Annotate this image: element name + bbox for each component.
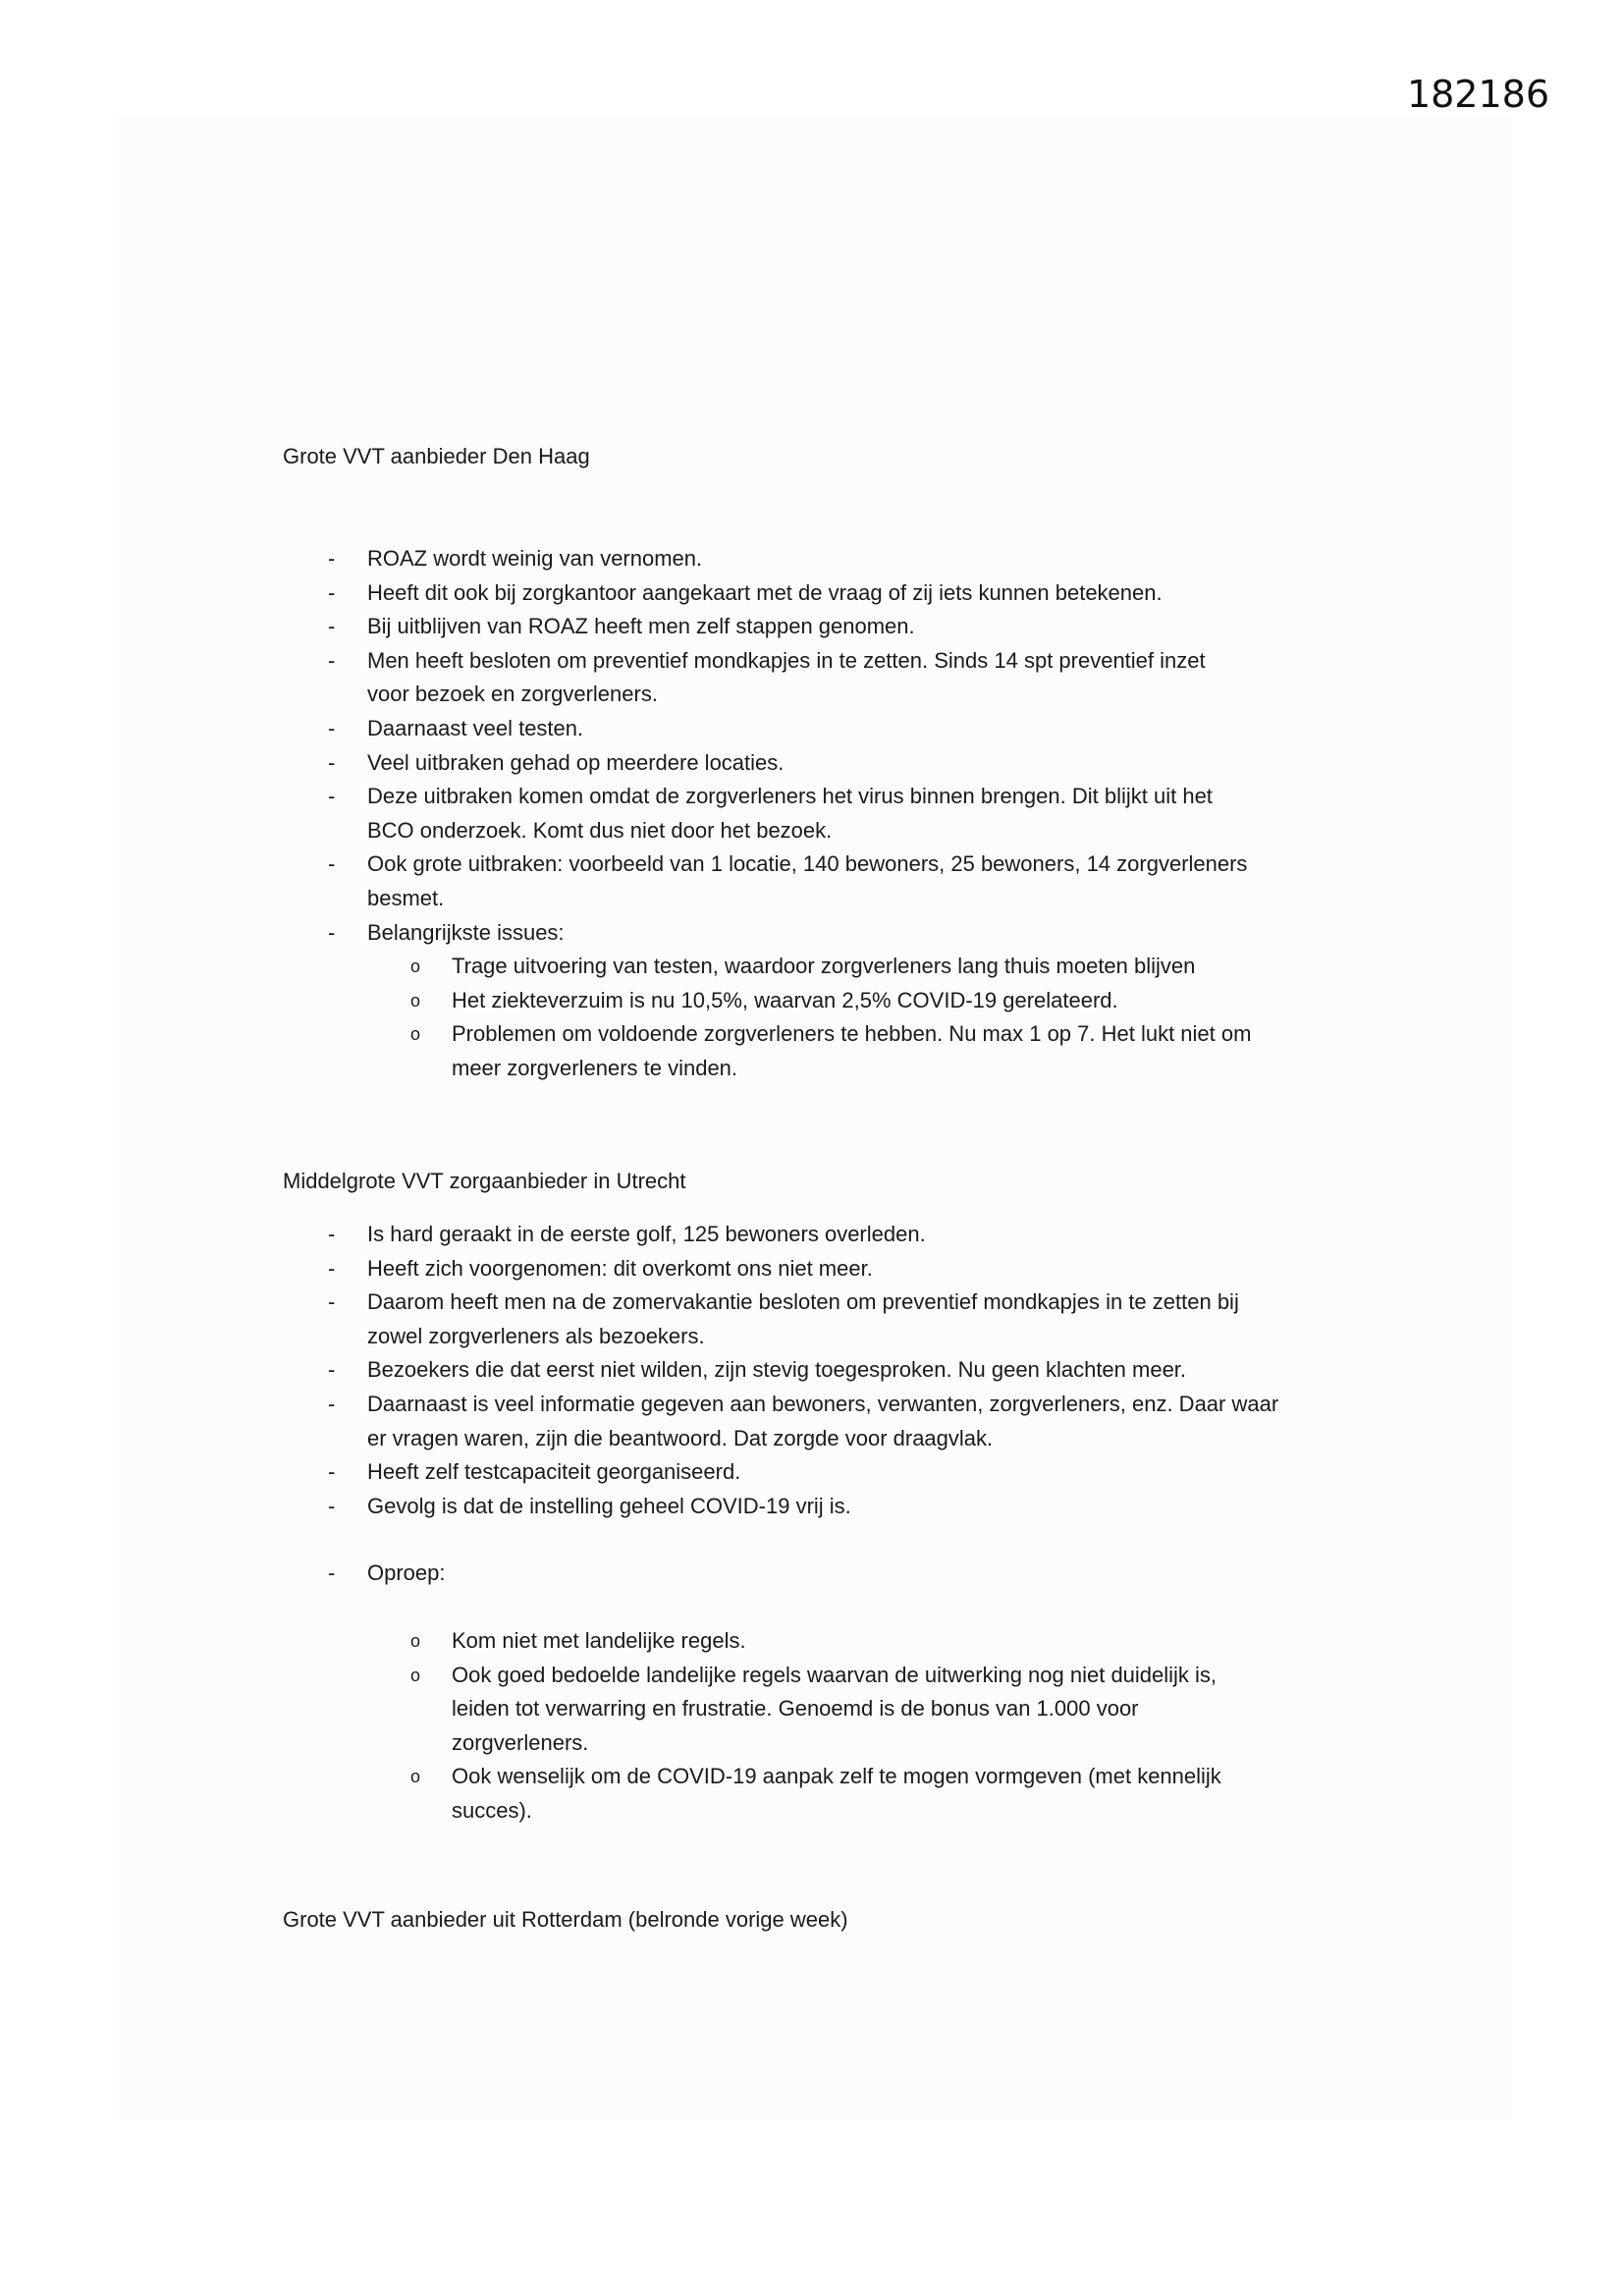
section-utrecht [283,1165,1363,1829]
sub-bullet-list [367,950,1363,1085]
list-item: - Bezoekers die dat eerst niet wilden, zijn stevig toegesproken. Nu geen klachten meer. [328,1357,1187,1383]
sub-list-item: o Problemen om voldoende zorgverleners te hebben. Nu max 1 op 7. Het lukt niet om meer zorgverleners te vinden. [410,1021,1252,1080]
list-item: - Deze uitbraken komen omdat de zorgverleners het virus binnen brengen. Dit blijkt uit het BCO onderzoek. Komt dus niet door het bezoek. [328,784,1213,843]
sub-list-item: o Kom niet met landelijke regels. [410,1627,746,1653]
list-item: - Oproep: [328,1560,446,1586]
list-item: - Gevolg is dat de instelling geheel COVID-19 vrij is. [328,1493,851,1518]
list-item: - Daarom heeft men na de zomervakantie besloten om preventief mondkapjes in te zetten bij zowel zorgverleners als bezoekers. [328,1289,1239,1348]
bullet-list [283,1218,1363,1523]
sub-bullet-list [367,1624,1363,1829]
list-item: - Veel uitbraken gehad op meerdere locaties. [328,749,785,775]
list-item: - Men heeft besloten om preventief mondkapjes in te zetten. Sinds 14 spt preventief inzet voor bezoek en zorgverleners. [328,647,1206,707]
list-item: - Daarnaast is veel informatie gegeven aan bewoners, verwanten, zorgverleners, enz. Daar waar er vragen waren, zijn die beantwoord. Dat zorgde voor draagvlak. [328,1391,1279,1450]
sub-list-item: o Ook wenselijk om de COVID-19 aanpak zelf te mogen vormgeven (met kennelijk succes). [410,1764,1221,1823]
section-heading: Grote VVT aanbieder Den Haag [283,444,590,468]
section-rotterdam [283,1903,1363,1937]
list-item: - ROAZ wordt weinig van vernomen. [328,546,703,571]
list-item: - Heeft dit ook bij zorgkantoor aangekaart met de vraag of zij iets kunnen betekenen. [328,579,1163,605]
call-list [283,1557,1363,1591]
document-number: 182186 [1406,73,1549,116]
list-item: - Heeft zich voorgenomen: dit overkomt ons niet meer. [328,1255,873,1281]
bullet-list [283,542,1363,950]
list-item: - Ook grote uitbraken: voorbeeld van 1 locatie, 140 bewoners, 25 bewoners, 14 zorgverleners besmet. [328,851,1248,910]
list-item: - Heeft zelf testcapaciteit georganiseerd. [328,1459,741,1485]
list-item: - Belangrijkste issues: [328,919,565,945]
section-den-haag [283,440,1363,1086]
list-item: - Daarnaast veel testen. [328,715,584,740]
section-heading: Grote VVT aanbieder uit Rotterdam (belronde vorige week) [283,1907,848,1932]
section-heading: Middelgrote VVT zorgaanbieder in Utrecht [283,1169,686,1193]
sub-list-item: o Ook goed bedoelde landelijke regels waarvan de uitwerking nog niet duidelijk is, leiden tot verwarring en frustratie. Genoemd is de bonus van 1.000 voor zorgverleners. [410,1662,1218,1755]
sub-list-item: o Trage uitvoering van testen, waardoor zorgverleners lang thuis moeten blijven [410,954,1196,979]
list-item: - Is hard geraakt in de eerste golf, 125 bewoners overleden. [328,1222,926,1246]
list-item: - Bij uitblijven van ROAZ heeft men zelf stappen genomen. [328,614,915,639]
sub-list-item: o Het ziekteverzuim is nu 10,5%, waarvan 2,5% COVID-19 gerelateerd. [410,987,1118,1012]
